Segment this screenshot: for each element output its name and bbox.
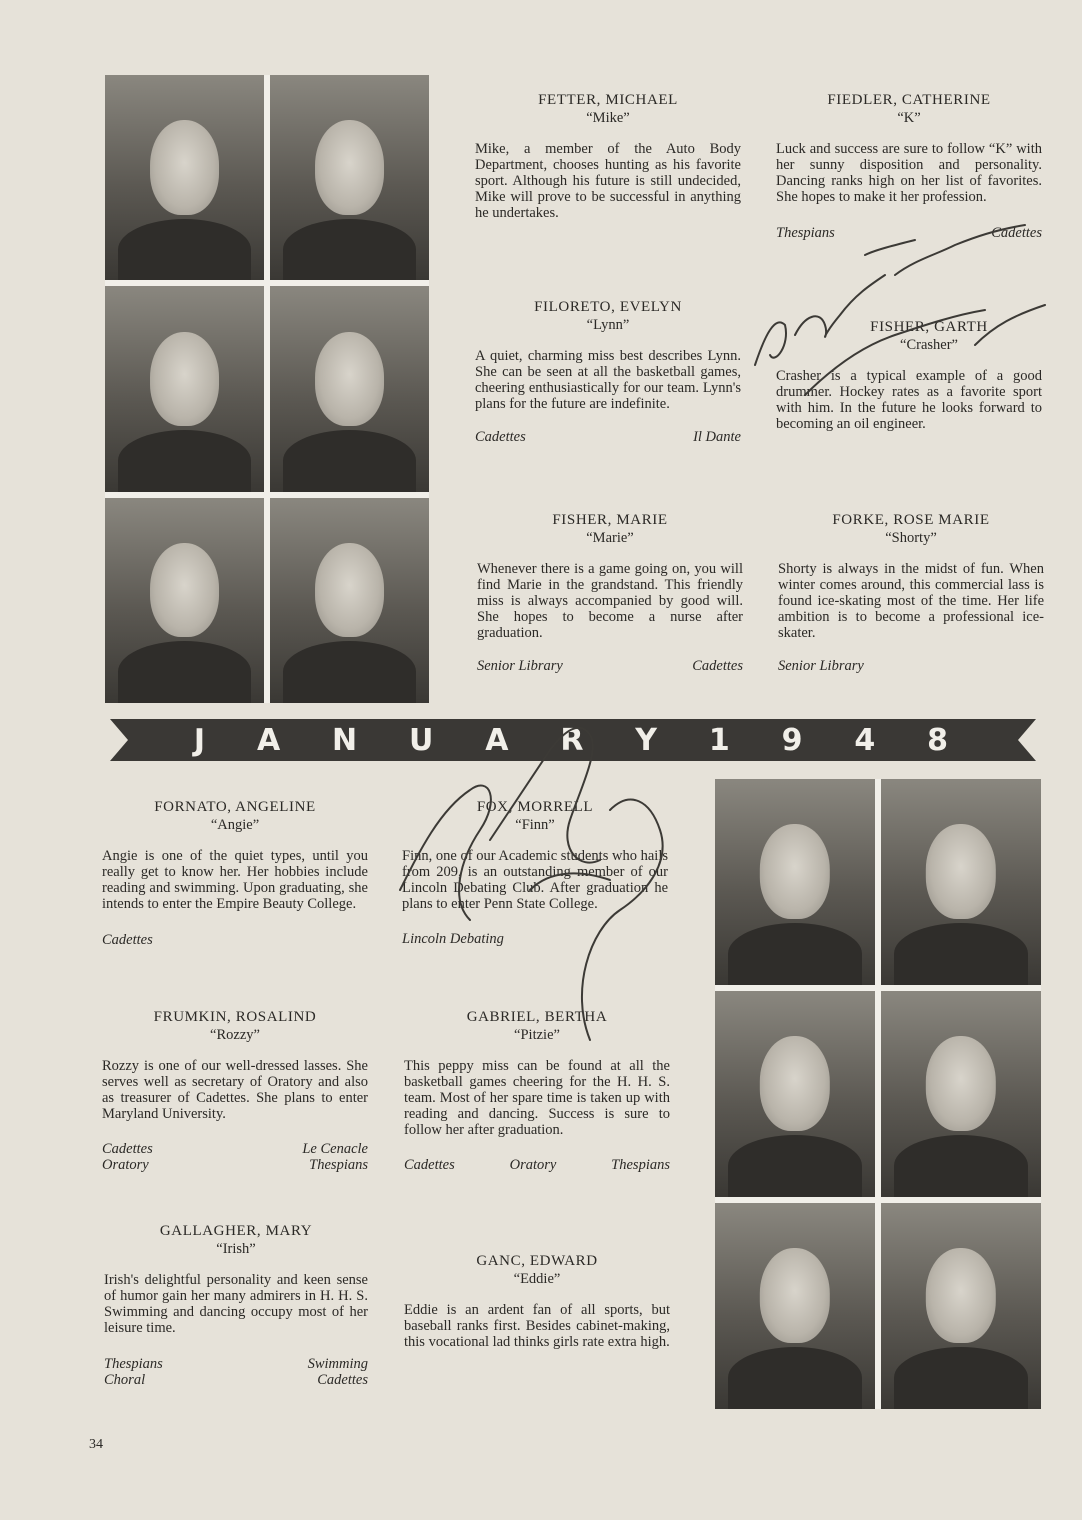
- student-name: FILORETO, EVELYN: [534, 299, 682, 315]
- student-nickname: “Irish”: [216, 1241, 256, 1257]
- student-bio: Mike, a member of the Auto Body Department, chooses hunting as his favorite sport. Although his future is still undecided, Mike will prove to be successful in anything he undertakes.: [475, 141, 741, 221]
- activity: Thespians: [776, 225, 835, 241]
- portrait-photo: [270, 75, 429, 280]
- activities: [475, 429, 741, 445]
- activity: Oratory: [509, 1157, 557, 1173]
- activity: Thespians: [104, 1356, 163, 1372]
- banner-letter: A: [485, 722, 513, 758]
- student-bio: This peppy miss can be found at all the basketball games cheering for the H. H. S. team. Most of her spare time is taken up with reading and dancing. Success is sure to follow her after graduation.: [404, 1058, 670, 1138]
- student-name: FRUMKIN, ROSALIND: [153, 1009, 317, 1025]
- portrait-photo: [715, 991, 875, 1197]
- student-bio: Luck and success are sure to follow “K” with her sunny disposition and personality. Dancing ranks high on her list of favorites. She hopes to make it her profession.: [776, 141, 1042, 205]
- entry-fetter: [475, 92, 741, 221]
- banner-letter: A: [256, 722, 285, 758]
- student-name: FIEDLER, CATHERINE: [827, 92, 991, 108]
- student-bio: Finn, one of our Academic students who hails from 209, is an outstanding member of our Lincoln Debating Club. After graduation he plans to enter Penn State College.: [402, 848, 668, 912]
- banner-letter: U: [409, 722, 438, 758]
- student-bio: Irish's delightful personality and keen sense of humor gain her many admirers in H. H. S. Swimming and dancing occupy most of her leisure time.: [104, 1272, 368, 1336]
- banner-digit: 9: [781, 722, 807, 758]
- portrait-photo: [715, 1203, 875, 1409]
- portrait-photo: [881, 779, 1041, 985]
- activity: Senior Library: [778, 658, 864, 674]
- student-name: GABRIEL, BERTHA: [466, 1009, 608, 1025]
- portrait-photo: [881, 1203, 1041, 1409]
- activity: Choral: [104, 1372, 146, 1388]
- activities: [778, 658, 1044, 674]
- banner-digit: 8: [927, 722, 952, 758]
- activity: Thespians: [309, 1157, 368, 1173]
- student-bio: Rozzy is one of our well-dressed lasses. She serves well as secretary of Oratory and also as treasurer of Cadettes. She plans to enter Maryland University.: [102, 1058, 368, 1122]
- student-nickname: “Crasher”: [900, 337, 958, 353]
- entry-fornato: [102, 799, 368, 948]
- activity: Le Cenacle: [302, 1141, 368, 1157]
- handwritten-signature-top: [745, 215, 1065, 405]
- student-name: FOX, MORRELL: [476, 799, 594, 815]
- activity: Senior Library: [477, 658, 563, 674]
- activity: Cadettes: [404, 1157, 455, 1173]
- portrait-photo: [105, 286, 264, 491]
- student-name: FORKE, ROSE MARIE: [832, 512, 990, 528]
- entry-ganc: [404, 1253, 670, 1350]
- page-number: 34: [89, 1437, 103, 1452]
- banner-letter: R: [560, 722, 588, 758]
- student-nickname: “Eddie”: [513, 1271, 561, 1287]
- banner-letter: J: [193, 722, 210, 758]
- student-name: FISHER, MARIE: [552, 512, 668, 528]
- photo-grid-top: [105, 75, 429, 703]
- portrait-photo: [270, 286, 429, 491]
- student-bio: Crasher is a typical example of a good drummer. Hockey rates as a favorite sport with him. In the future he looks forward to becoming an oil engineer.: [776, 368, 1042, 432]
- activity: Cadettes: [991, 225, 1042, 241]
- activity: Cadettes: [692, 658, 743, 674]
- student-nickname: “Lynn”: [586, 317, 630, 333]
- student-nickname: “Pitzie”: [514, 1027, 560, 1043]
- banner-letter: N: [332, 722, 362, 758]
- student-nickname: “Marie”: [586, 530, 634, 546]
- handwritten-signature-bottom: [380, 690, 700, 1050]
- activity: Cadettes: [317, 1372, 368, 1388]
- student-bio: A quiet, charming miss best describes Lynn. She can be seen at all the basketball games, cheering enthusiastically for our team. Lynn's plans for the future are indefinite.: [475, 348, 741, 412]
- portrait-photo: [105, 75, 264, 280]
- portrait-photo: [715, 779, 875, 985]
- student-nickname: “K”: [897, 110, 921, 126]
- activities: [102, 1141, 368, 1173]
- student-nickname: “Shorty”: [885, 530, 937, 546]
- activity: Il Dante: [693, 429, 741, 445]
- student-name: GALLAGHER, MARY: [159, 1223, 313, 1239]
- activities: [102, 932, 368, 948]
- portrait-photo: [881, 991, 1041, 1197]
- student-bio: Whenever there is a game going on, you will find Marie in the grandstand. This friendly miss is always accompanied by good will. She hopes to become a nurse after graduation.: [477, 561, 743, 641]
- student-name: FORNATO, ANGELINE: [154, 799, 316, 815]
- portrait-photo: [105, 498, 264, 703]
- student-nickname: “Finn”: [515, 817, 555, 833]
- entry-filoreto: [475, 299, 741, 445]
- student-name: GANC, EDWARD: [476, 1253, 598, 1269]
- student-nickname: “Mike”: [586, 110, 630, 126]
- entry-forke: [778, 512, 1044, 674]
- banner-digit: 1: [708, 722, 734, 758]
- student-bio: Eddie is an ardent fan of all sports, but baseball ranks first. Besides cabinet-making, this vocational lad thinks girls rate extra high.: [404, 1302, 670, 1350]
- student-nickname: “Angie”: [210, 817, 260, 833]
- entry-gallagher: [104, 1223, 368, 1388]
- activity: Swimming: [307, 1356, 368, 1372]
- activity: Cadettes: [102, 1141, 153, 1157]
- activity: Oratory: [102, 1157, 149, 1173]
- student-name: FETTER, MICHAEL: [538, 92, 678, 108]
- activity: Cadettes: [475, 429, 526, 445]
- student-nickname: “Rozzy”: [210, 1027, 260, 1043]
- photo-grid-bottom: [715, 779, 1041, 1409]
- activity: Lincoln Debating: [402, 931, 504, 947]
- student-bio: Angie is one of the quiet types, until you really get to know her. Her hobbies include reading and swimming. Upon graduating, she intends to enter the Empire Beauty College.: [102, 848, 368, 912]
- entry-frumkin: [102, 1009, 368, 1173]
- activities: [104, 1356, 368, 1388]
- banner-letter: Y: [635, 722, 662, 758]
- banner-digit: 4: [854, 722, 880, 758]
- activities: [477, 658, 743, 674]
- student-name: FISHER, GARTH: [870, 319, 988, 335]
- activity: Thespians: [611, 1157, 670, 1173]
- student-bio: Shorty is always in the midst of fun. When winter comes around, this commercial lass is found ice-skating most of the time. Her life ambition is to become a professional ice-skater.: [778, 561, 1044, 641]
- activities: [404, 1157, 670, 1173]
- entry-fisher-marie: [477, 512, 743, 674]
- activity: Cadettes: [102, 932, 153, 948]
- portrait-photo: [270, 498, 429, 703]
